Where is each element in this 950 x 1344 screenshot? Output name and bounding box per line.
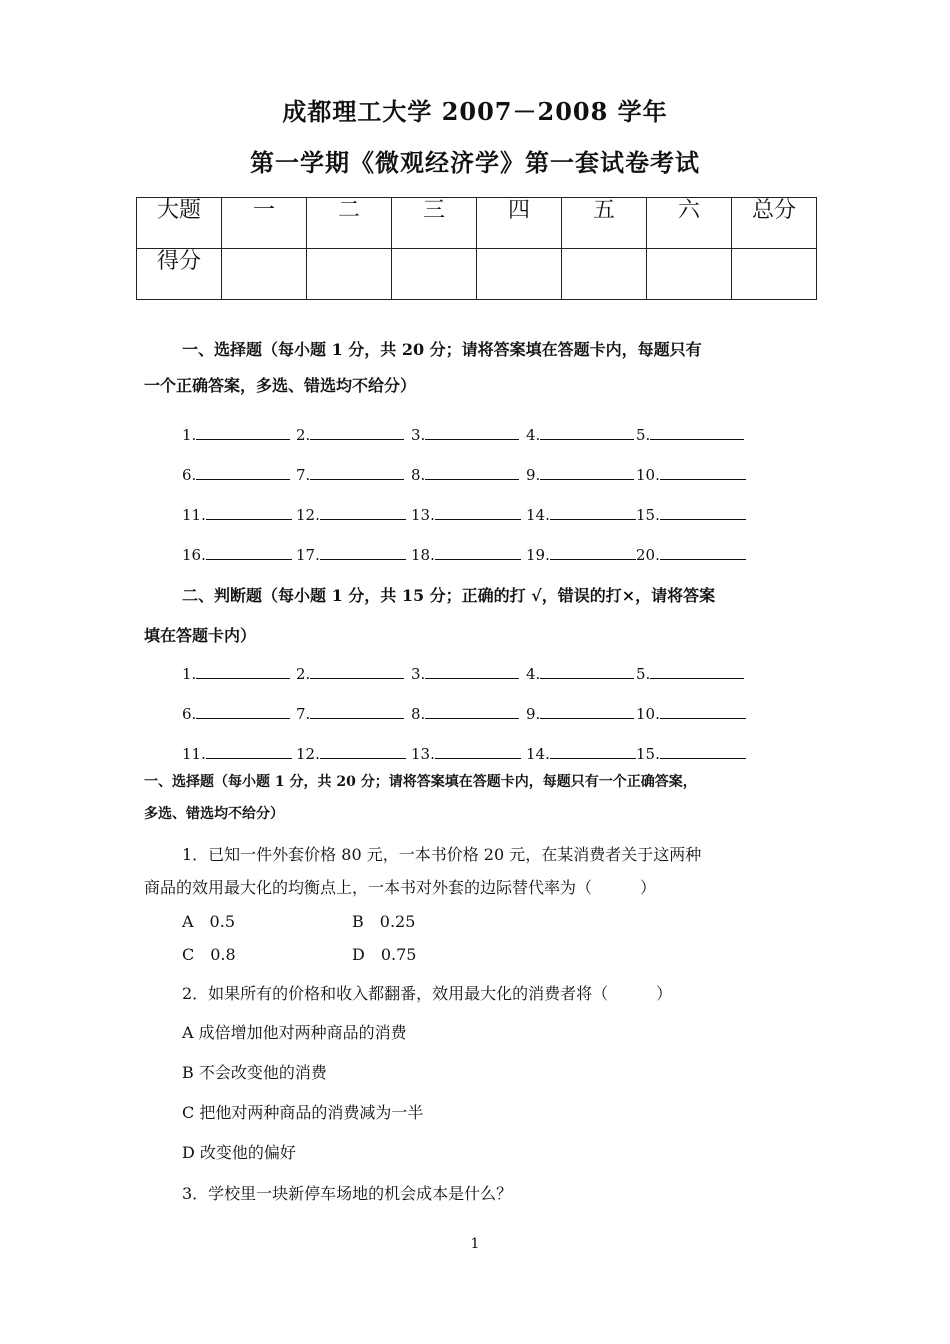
exam-title-line1: 成都理工大学 2007－2008 学年 [282, 97, 668, 126]
score-cell [307, 249, 392, 300]
question1-line2: 商品的效用最大化的均衡点上，一本书对外套的边际替代率为（ ） [144, 878, 657, 897]
answer-number: 5. [636, 426, 651, 444]
answer-blank [411, 465, 519, 484]
answer-line [660, 505, 746, 520]
header-cell: 二 [307, 198, 392, 249]
answer-blank [636, 505, 746, 524]
score-row-label: 得分 [137, 249, 222, 300]
answer-line [320, 744, 406, 759]
answer-line [206, 744, 292, 759]
answer-blank [296, 545, 406, 564]
answer-number: 1. [182, 665, 197, 683]
header-cell: 六 [647, 198, 732, 249]
answer-blank [296, 465, 404, 484]
answer-number: 15. [636, 506, 660, 524]
section2-header-line2: 填在答题卡内） [144, 626, 257, 645]
answer-blank [296, 664, 404, 683]
answer-number: 11. [182, 745, 206, 763]
answer-number: 2. [296, 665, 311, 683]
answer-blank [526, 505, 636, 524]
answer-line [196, 425, 290, 440]
answer-blank [182, 545, 292, 564]
score-table-score-row [137, 249, 817, 300]
answer-blank [636, 425, 744, 444]
answer-number: 12. [296, 506, 320, 524]
section1-repeat-header-line1: 一、选择题（每小题 1 分，共 20 分；请将答案填在答题卡内，每题只有一个正确答案， [144, 774, 697, 790]
answer-number: 2. [296, 426, 311, 444]
question2-option-a: A 成倍增加他对两种商品的消费 [182, 1023, 407, 1042]
answer-number: 7. [296, 466, 311, 484]
answer-number: 4. [526, 665, 541, 683]
answer-line [660, 704, 746, 719]
answer-number: 20. [636, 546, 660, 564]
answer-line [540, 425, 634, 440]
answer-number: 16. [182, 546, 206, 564]
answer-line [206, 545, 292, 560]
answer-number: 5. [636, 665, 651, 683]
answer-line [320, 505, 406, 520]
answer-blank [411, 664, 519, 683]
answer-blank [636, 744, 746, 763]
answer-line [425, 704, 519, 719]
exam-title-line2: 第一学期《微观经济学》第一套试卷考试 [250, 148, 700, 177]
answer-number: 17. [296, 546, 320, 564]
answer-blank [182, 505, 292, 524]
answer-number: 18. [411, 546, 435, 564]
section1-header-line2: 一个正确答案，多选、错选均不给分） [144, 376, 417, 395]
answer-blank [636, 545, 746, 564]
answer-blank [182, 704, 290, 723]
answer-number: 12. [296, 745, 320, 763]
question3: 3．学校里一块新停车场地的机会成本是什么？ [182, 1184, 513, 1203]
question2-option-d: D 改变他的偏好 [182, 1143, 296, 1162]
answer-blank [411, 704, 519, 723]
answer-line [435, 505, 521, 520]
answer-number: 9. [526, 466, 541, 484]
answer-line [660, 545, 746, 560]
answer-line [425, 425, 519, 440]
score-table-header-row [137, 198, 817, 249]
answer-blank [526, 704, 634, 723]
answer-line [435, 744, 521, 759]
answer-line [310, 465, 404, 480]
section1-repeat-header-line2: 多选、错选均不给分） [144, 806, 284, 822]
answer-blank [526, 425, 634, 444]
answer-blank [636, 465, 746, 484]
answer-number: 13. [411, 506, 435, 524]
answer-number: 6. [182, 705, 197, 723]
answer-line [310, 664, 404, 679]
header-cell: 一 [222, 198, 307, 249]
answer-number: 4. [526, 426, 541, 444]
answer-blank [526, 664, 634, 683]
answer-line [196, 465, 290, 480]
answer-number: 14. [526, 745, 550, 763]
answer-number: 9. [526, 705, 541, 723]
answer-number: 19. [526, 546, 550, 564]
answer-line [650, 664, 744, 679]
answer-line [540, 465, 634, 480]
score-cell [477, 249, 562, 300]
answer-line [550, 744, 636, 759]
answer-blank [296, 425, 404, 444]
answer-blank [182, 664, 290, 683]
answer-line [310, 704, 404, 719]
answer-number: 8. [411, 705, 426, 723]
answer-line [196, 704, 290, 719]
header-cell: 三 [392, 198, 477, 249]
section1-header-line1: 一、选择题（每小题 1 分，共 20 分；请将答案填在答题卡内，每题只有 [182, 340, 702, 359]
answer-number: 6. [182, 466, 197, 484]
answer-line [320, 545, 406, 560]
score-cell [562, 249, 647, 300]
answer-line [435, 545, 521, 560]
answer-line [550, 545, 636, 560]
answer-blank [182, 465, 290, 484]
answer-line [425, 465, 519, 480]
answer-blank [526, 465, 634, 484]
page-number: 1 [470, 1236, 480, 1252]
answer-number: 1. [182, 426, 197, 444]
answer-blank [526, 744, 636, 763]
answer-blank [411, 744, 521, 763]
answer-line [660, 465, 746, 480]
score-cell [732, 249, 817, 300]
question1-option-b: B 0.25 [352, 912, 416, 931]
question1-option-a: A 0.5 [182, 912, 236, 931]
answer-number: 14. [526, 506, 550, 524]
score-table [136, 197, 817, 300]
answer-blank [411, 505, 521, 524]
answer-blank [526, 545, 636, 564]
answer-number: 7. [296, 705, 311, 723]
question2-option-b: B 不会改变他的消费 [182, 1063, 327, 1082]
question2-option-c: C 把他对两种商品的消费减为一半 [182, 1103, 424, 1122]
answer-line [540, 664, 634, 679]
answer-line [540, 704, 634, 719]
score-cell [222, 249, 307, 300]
answer-number: 13. [411, 745, 435, 763]
answer-line [310, 425, 404, 440]
answer-line [550, 505, 636, 520]
answer-blank [182, 425, 290, 444]
answer-blank [411, 545, 521, 564]
answer-blank [296, 505, 406, 524]
score-cell [392, 249, 477, 300]
answer-line [206, 505, 292, 520]
answer-number: 15. [636, 745, 660, 763]
question1-line1: 1．已知一件外套价格 80 元，一本书价格 20 元，在某消费者关于这两种 [182, 845, 702, 864]
answer-line [196, 664, 290, 679]
answer-blank [636, 704, 746, 723]
answer-number: 11. [182, 506, 206, 524]
header-cell: 四 [477, 198, 562, 249]
answer-number: 3. [411, 426, 426, 444]
answer-blank [296, 744, 406, 763]
question2: 2．如果所有的价格和收入都翻番，效用最大化的消费者将（ ） [182, 984, 673, 1003]
question1-option-c: C 0.8 [182, 945, 236, 964]
question1-option-d: D 0.75 [352, 945, 417, 964]
header-cell: 五 [562, 198, 647, 249]
answer-number: 3. [411, 665, 426, 683]
section2-header-line1: 二、判断题（每小题 1 分，共 15 分；正确的打 √，错误的打×，请将答案 [182, 586, 716, 605]
answer-number: 10. [636, 466, 660, 484]
answer-line [660, 744, 746, 759]
answer-blank [296, 704, 404, 723]
answer-number: 10. [636, 705, 660, 723]
answer-line [425, 664, 519, 679]
header-cell: 总分 [732, 198, 817, 249]
score-cell [647, 249, 732, 300]
answer-blank [636, 664, 744, 683]
answer-line [650, 425, 744, 440]
answer-blank [411, 425, 519, 444]
header-cell: 大题 [137, 198, 222, 249]
answer-number: 8. [411, 466, 426, 484]
answer-blank [182, 744, 292, 763]
